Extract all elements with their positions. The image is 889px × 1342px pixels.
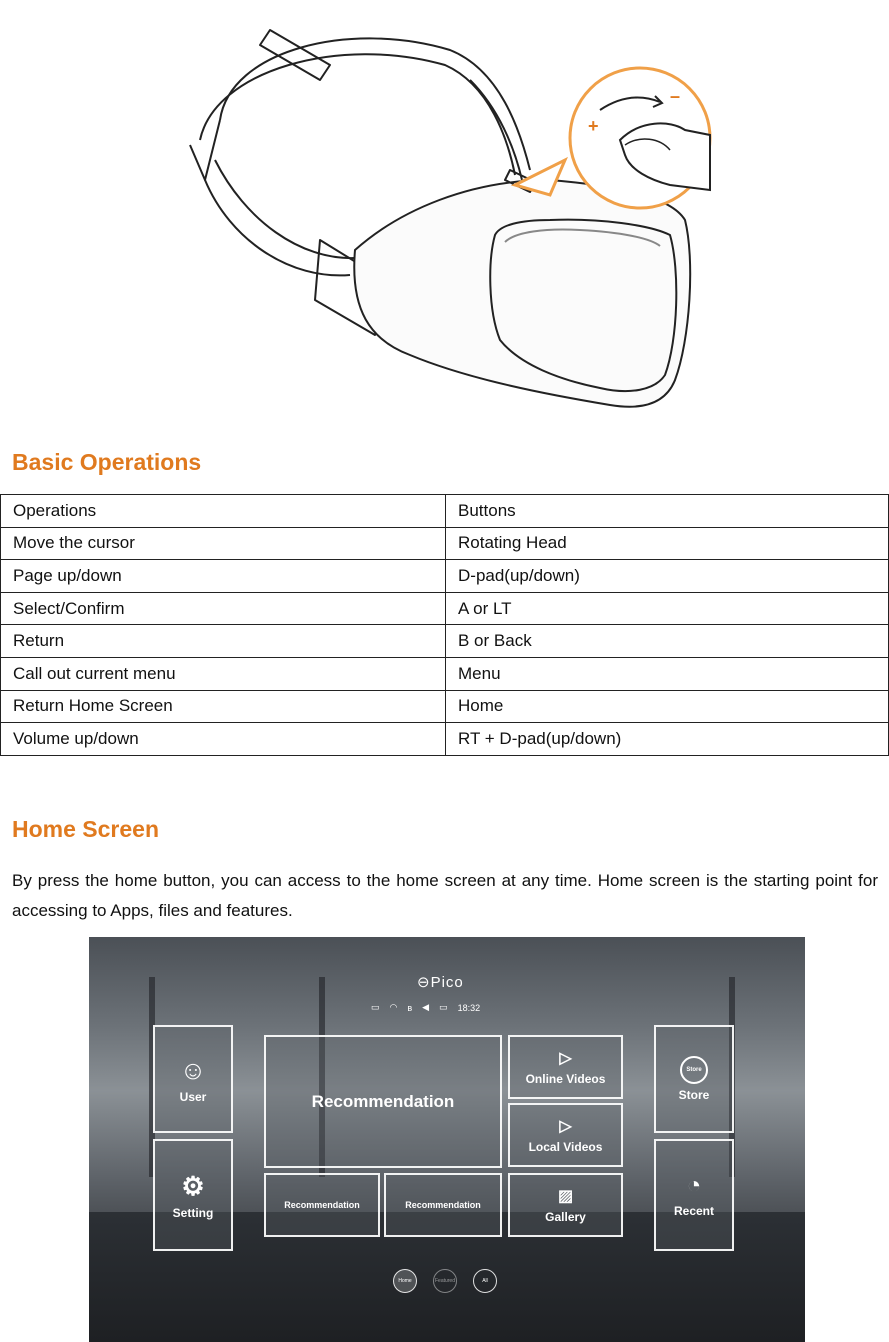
clock-icon: ◔ — [686, 1172, 702, 1199]
user-tile[interactable]: ☺ User — [153, 1025, 233, 1133]
minus-label: – — [670, 86, 681, 106]
recommendation-small-tile-1[interactable]: Recommendation — [264, 1173, 380, 1237]
store-icon: Store — [680, 1056, 708, 1084]
recommendation-small-tile-2[interactable]: Recommendation — [384, 1173, 502, 1237]
table-cell: Rotating Head — [446, 527, 889, 560]
table-cell: D-pad(up/down) — [446, 560, 889, 593]
table-cell: Move the cursor — [1, 527, 446, 560]
vr-headset-illustration — [170, 10, 730, 420]
home-screen-description: By press the home button, you can access to the home screen at any time. Home screen is the starting point for accessing to Apps, files and features. — [12, 871, 878, 920]
table-cell: Volume up/down — [1, 723, 446, 756]
operations-table — [0, 494, 889, 756]
battery-icon: ▭ — [439, 1002, 448, 1012]
table-row — [1, 592, 889, 625]
table-cell: Page up/down — [1, 560, 446, 593]
table-row — [1, 527, 889, 560]
table-cell: Call out current menu — [1, 657, 446, 690]
table-row — [1, 657, 889, 690]
table-cell: A or LT — [446, 592, 889, 625]
table-cell: RT + D-pad(up/down) — [446, 723, 889, 756]
home-screen-screenshot — [89, 937, 805, 1342]
table-row — [1, 560, 889, 593]
image-icon: ▨ — [557, 1188, 574, 1205]
user-icon: ☺ — [179, 1054, 207, 1085]
nav-all-button[interactable]: All — [473, 1269, 497, 1293]
nav-featured-button[interactable]: Featured — [433, 1269, 457, 1293]
table-header-row — [1, 495, 889, 528]
table-row — [1, 690, 889, 723]
status-bar — [371, 1002, 480, 1013]
home-screen-heading: Home Screen — [12, 816, 160, 842]
nav-home-button[interactable]: Home — [393, 1269, 417, 1293]
table-row — [1, 625, 889, 658]
column-header: Buttons — [446, 495, 889, 528]
gear-icon: ⚙ — [181, 1170, 205, 1201]
clapper-icon: ▷ — [559, 1118, 572, 1135]
message-icon: ▭ — [371, 1002, 380, 1012]
gallery-tile[interactable]: ▨ Gallery — [508, 1173, 623, 1237]
table-cell: Select/Confirm — [1, 592, 446, 625]
volume-icon: ◀ — [422, 1002, 430, 1012]
store-tile[interactable]: Store Store — [654, 1025, 734, 1133]
table-cell: Home — [446, 690, 889, 723]
table-cell: Menu — [446, 657, 889, 690]
video-icon: ▷ — [559, 1050, 572, 1067]
local-videos-tile[interactable]: ▷ Local Videos — [508, 1103, 623, 1167]
table-cell: Return Home Screen — [1, 690, 446, 723]
column-header: Operations — [1, 495, 446, 528]
table-cell: B or Back — [446, 625, 889, 658]
recent-tile[interactable]: ◔ Recent — [654, 1139, 734, 1251]
wifi-icon: ◠ — [389, 1002, 398, 1012]
bluetooth-icon: ʙ — [407, 1002, 413, 1013]
plus-label: + — [588, 116, 599, 136]
online-videos-tile[interactable]: ▷ Online Videos — [508, 1035, 623, 1099]
pico-logo: ⊖Pico — [417, 974, 464, 991]
setting-tile[interactable]: ⚙ Setting — [153, 1139, 233, 1251]
basic-operations-heading: Basic Operations — [12, 449, 202, 475]
table-cell: Return — [1, 625, 446, 658]
clock-time: 18:32 — [457, 1002, 481, 1013]
table-row — [1, 723, 889, 756]
recommendation-main-tile[interactable]: Recommendation — [264, 1035, 502, 1168]
